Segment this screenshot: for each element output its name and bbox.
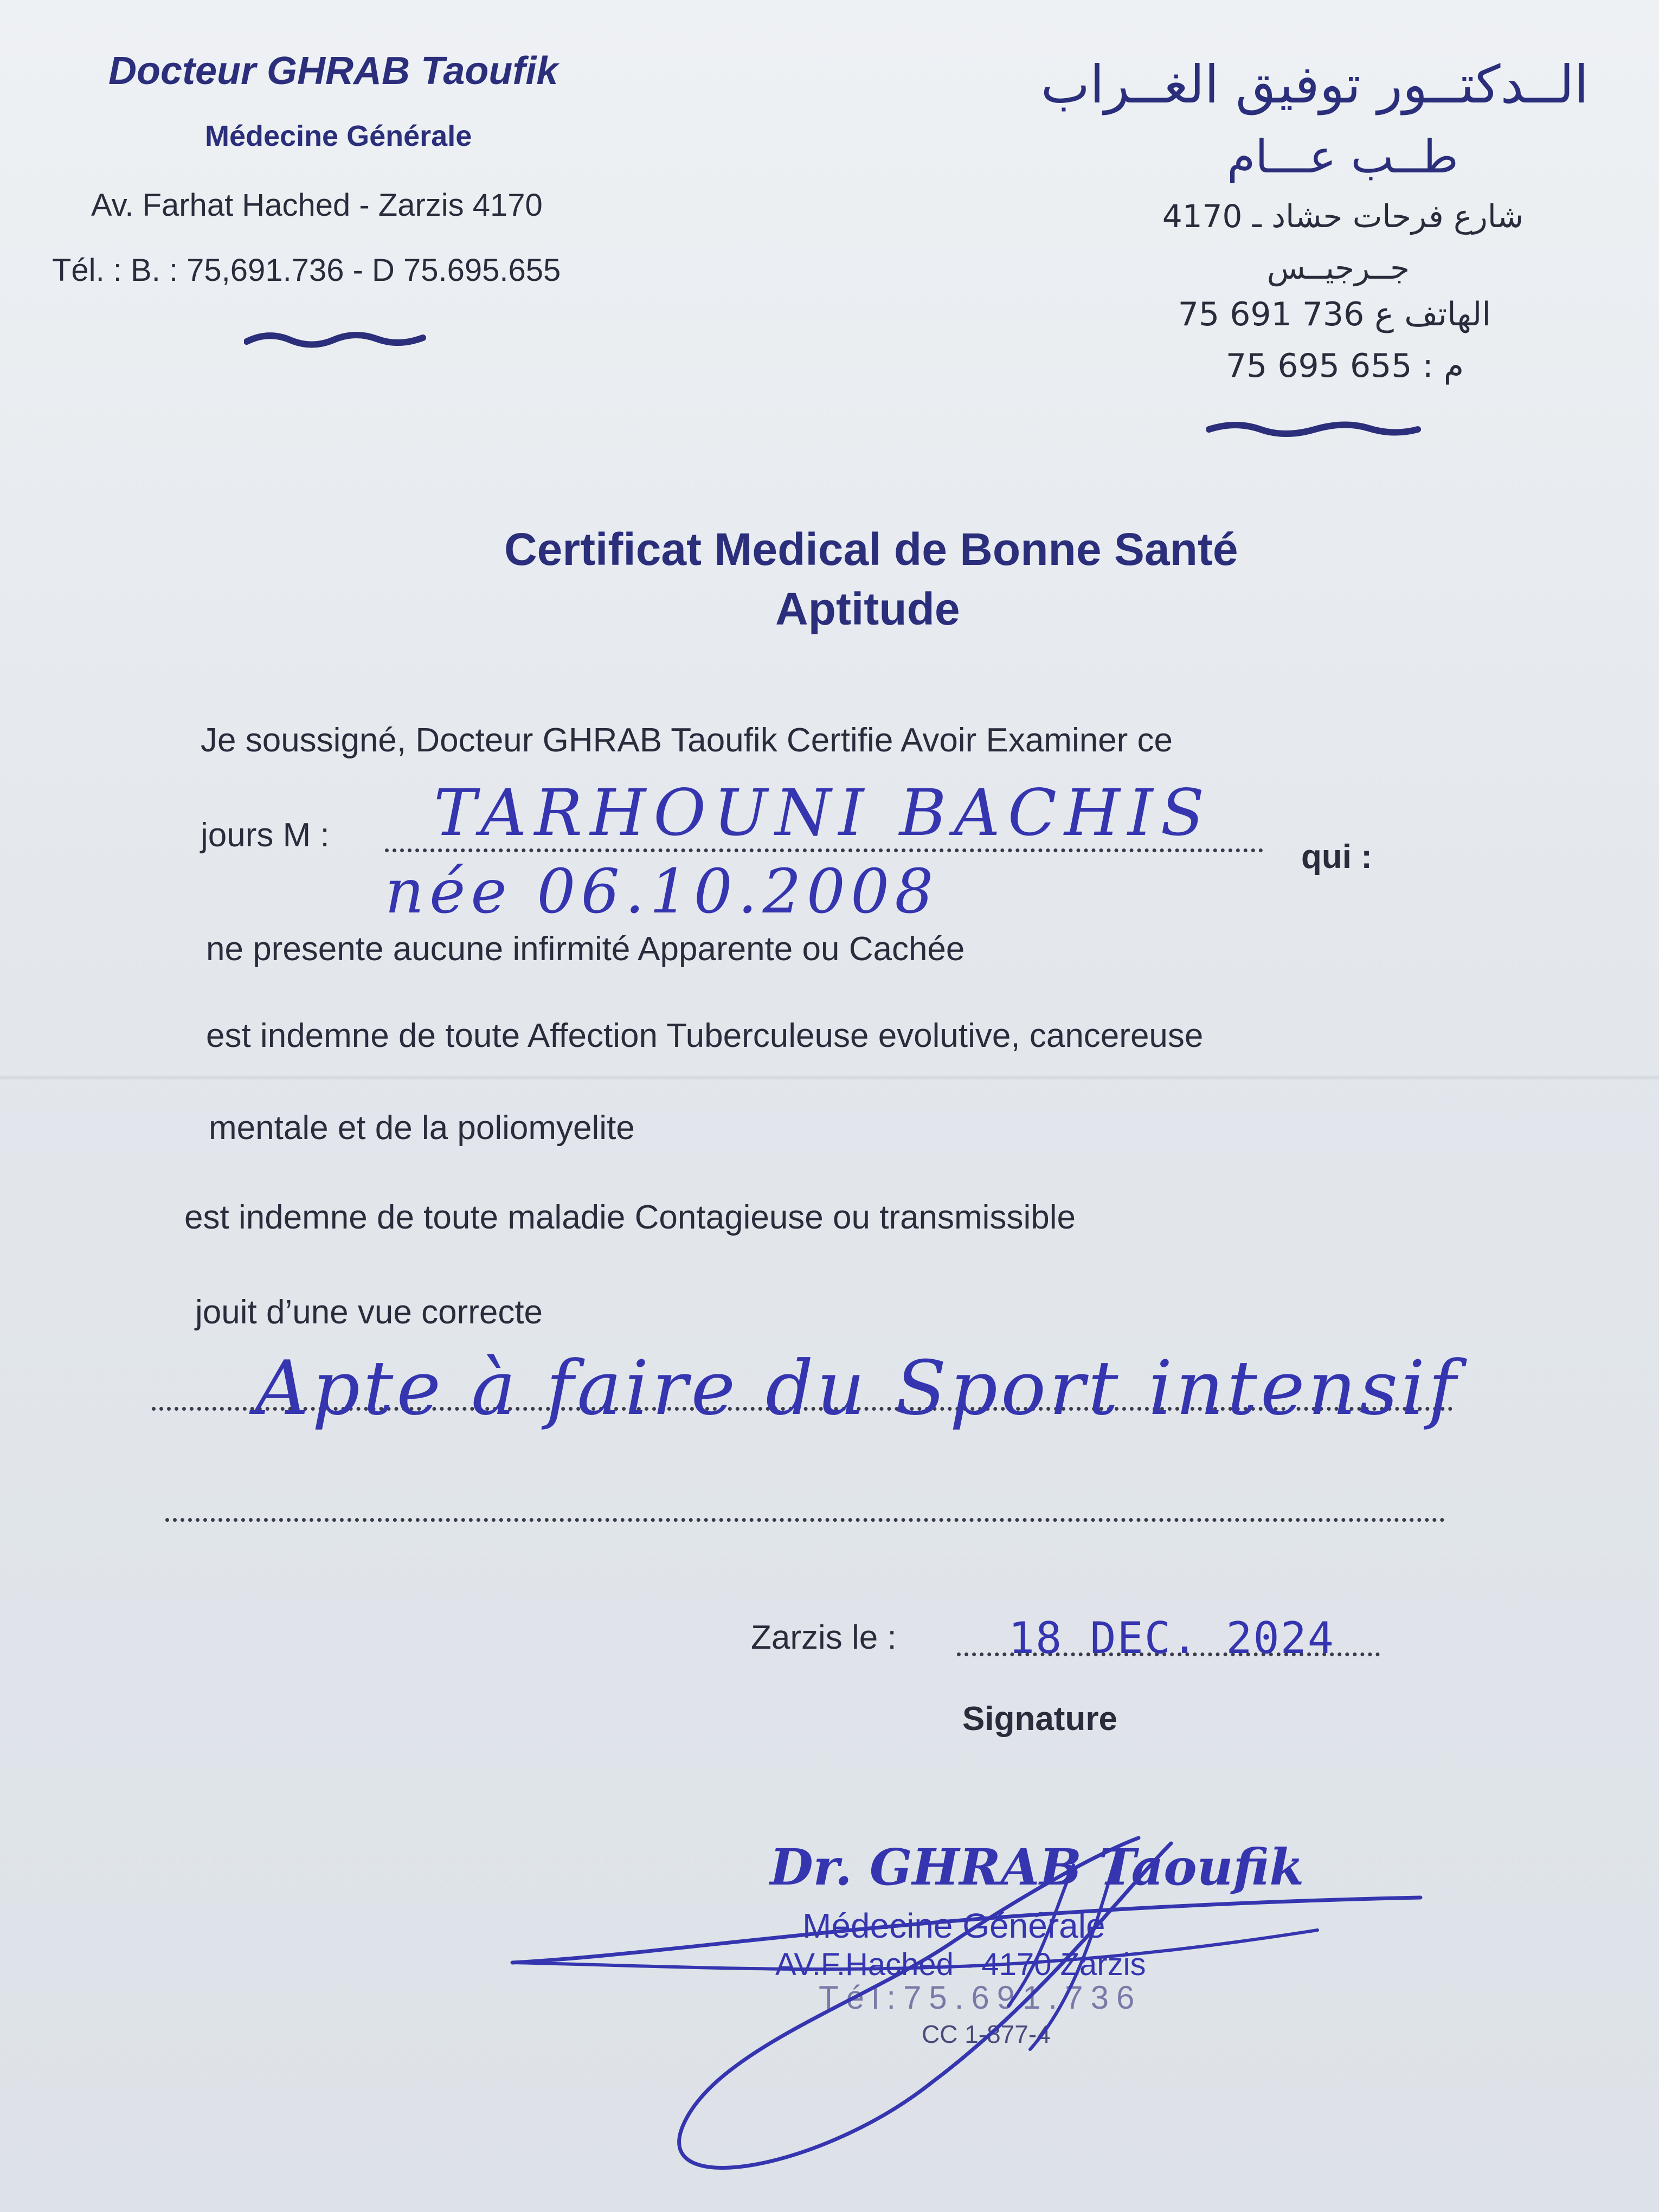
paper-fold-line xyxy=(0,1076,1659,1079)
stamp-phone: Tél:75.691.736 xyxy=(819,1979,1142,2016)
condition-line-5: jouit d’une vue correcte xyxy=(195,1294,543,1331)
birth-date-handwritten: née 06.10.2008 xyxy=(385,857,939,927)
certificate-subtitle: Aptitude xyxy=(775,583,960,634)
intro-line: Je soussigné, Docteur GHRAB Taoufik Certifie Avoir Examiner ce xyxy=(201,722,1173,759)
wave-divider-right xyxy=(1206,417,1423,439)
patient-name-handwritten: TARHOUNI BACHIS xyxy=(434,775,1212,850)
phone-header: Tél. : B. : 75,691.736 - D 75.695.655 xyxy=(52,253,561,288)
wave-divider-left xyxy=(244,328,428,350)
qui-label: qui : xyxy=(1301,838,1372,876)
stamp-doctor-name: Dr. GHRAB Taoufik xyxy=(770,1838,1304,1896)
specialty-header: Médecine Générale xyxy=(205,120,472,152)
doctor-name-header: Docteur GHRAB Taoufik xyxy=(108,49,558,93)
condition-line-4: est indemne de toute maladie Contagieuse ou transmissible xyxy=(184,1199,1076,1236)
phone-office-arabic: الهاتف ع 736 691 75 xyxy=(1178,295,1491,333)
address-header: Av. Farhat Hached - Zarzis 4170 xyxy=(91,188,543,223)
condition-line-1: ne presente aucune infirmité Apparente ou Cachée xyxy=(206,930,965,968)
jours-label: jours M : xyxy=(201,816,330,854)
signature-label: Signature xyxy=(962,1700,1117,1738)
handwritten-signature xyxy=(488,1822,1464,2212)
city-arabic: جــرجيــس xyxy=(1266,249,1410,286)
phone-home-arabic: م : 655 695 75 xyxy=(1225,347,1464,385)
specialty-arabic: طــب عـــام xyxy=(1227,130,1458,183)
stamp-address: AV.F.Hached - 4170 Zarzis xyxy=(775,1947,1146,1982)
doctor-name-arabic: الــدكتــور توفيق الغــراب xyxy=(1040,54,1589,115)
stamp-code: CC 1-877-4 xyxy=(922,2020,1051,2048)
condition-line-3: mentale et de la poliomyelite xyxy=(209,1109,635,1147)
condition-line-2: est indemne de toute Affection Tuberculeuse evolutive, cancereuse xyxy=(206,1017,1204,1054)
place-label: Zarzis le : xyxy=(751,1619,897,1656)
extra-dotted-line xyxy=(165,1518,1445,1522)
stamp-specialty: Médecine Générale xyxy=(802,1906,1105,1945)
date-stamp: 18 DEC. 2024 xyxy=(1008,1613,1335,1663)
street-arabic: شارع فرحات حشاد ـ 4170 xyxy=(1162,198,1523,235)
aptitude-handwritten: Apte à faire du Sport intensif xyxy=(255,1345,1459,1432)
certificate-title: Certificat Medical de Bonne Santé xyxy=(504,524,1238,575)
